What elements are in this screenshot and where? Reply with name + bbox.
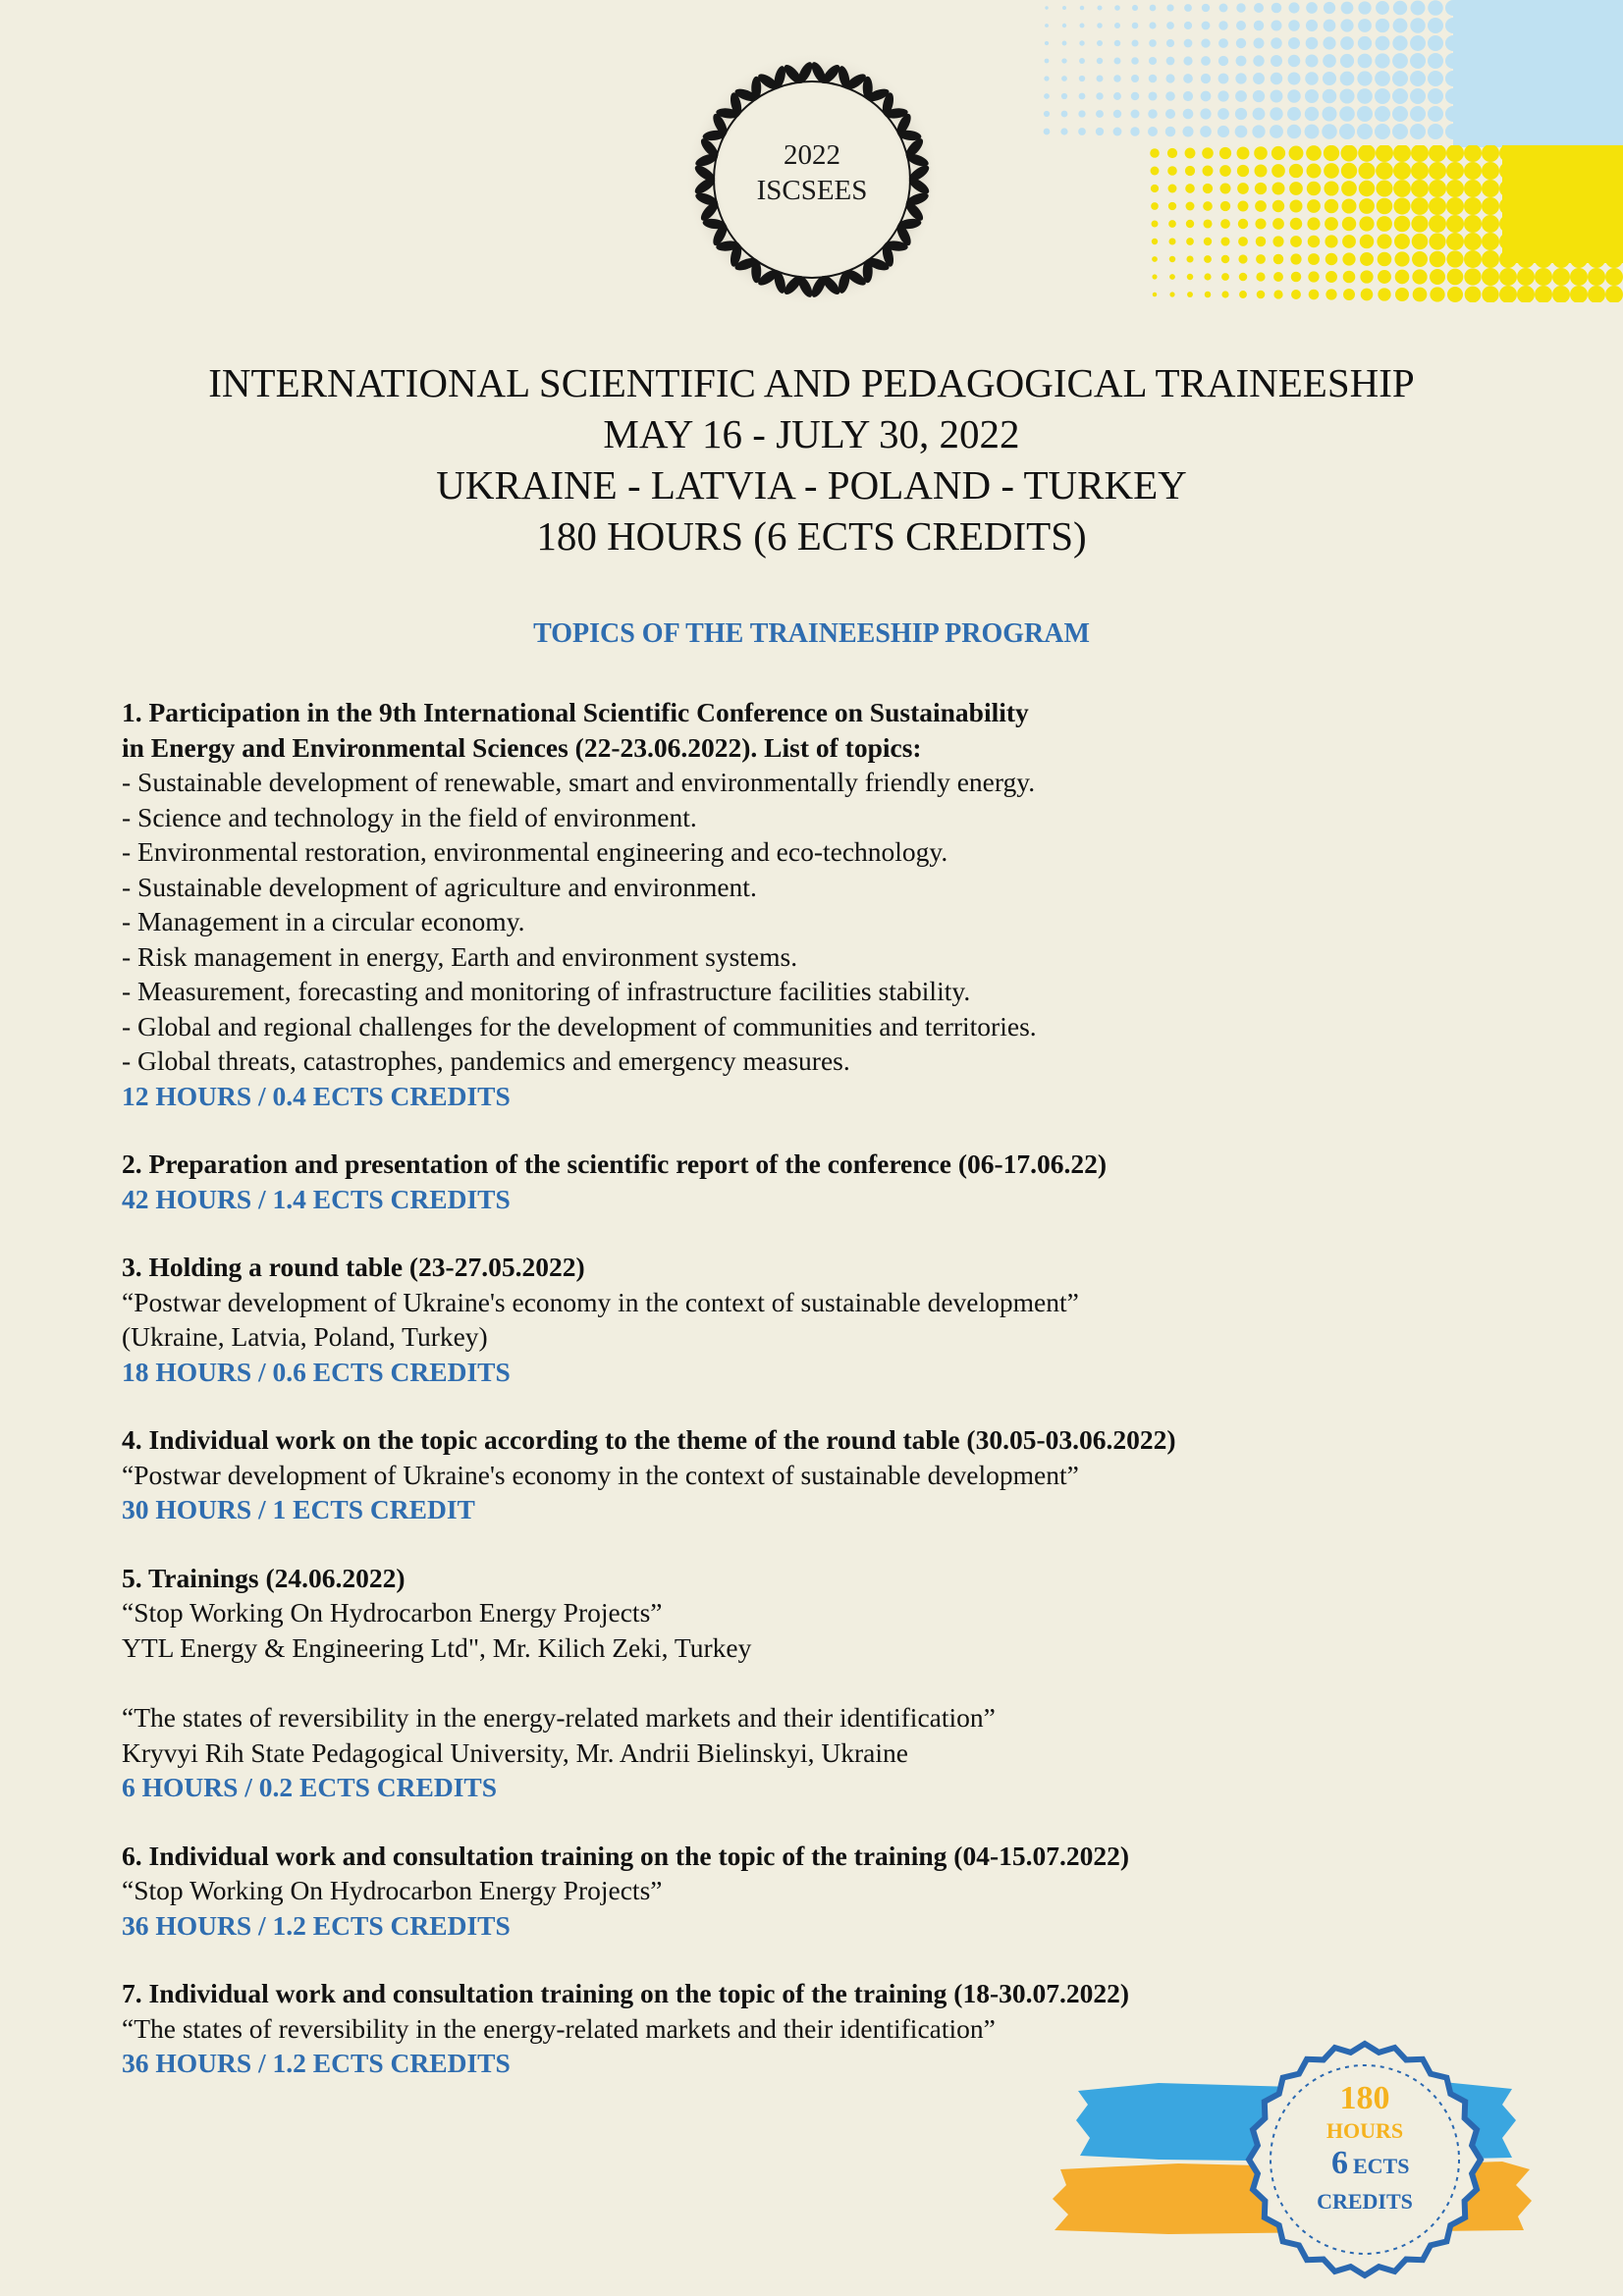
section-text: YTL Energy & Engineering Ltd", Mr. Kilich Zeki, Turkey <box>122 1631 752 1663</box>
section-text: - Sustainable development of renewable, smart and environmentally friendly energy. <box>122 767 1036 797</box>
logo-name: ISCSEES <box>756 175 868 206</box>
section-credits: 36 HOURS / 1.2 ECTS CREDITS <box>122 1909 511 1941</box>
program-section-5 <box>122 1561 1418 1805</box>
page-header <box>0 357 1623 561</box>
logo-year: 2022 <box>784 139 840 171</box>
section-text: “Stop Working On Hydrocarbon Energy Projects” <box>122 1875 663 1905</box>
badge-ects-number: 6 <box>1331 2145 1348 2181</box>
credits-badge <box>1041 2022 1551 2296</box>
section-credits: 36 HOURS / 1.2 ECTS CREDITS <box>122 2048 511 2078</box>
section-credits: 6 HOURS / 0.2 ECTS CREDITS <box>122 1772 498 1802</box>
badge-credits-label: CREDITS <box>1317 2189 1413 2214</box>
section-text: - Management in a circular economy. <box>122 906 525 936</box>
section-text: (Ukraine, Latvia, Poland, Turkey) <box>122 1321 488 1352</box>
header-dates: MAY 16 - JULY 30, 2022 <box>603 411 1020 456</box>
header-countries: UKRAINE - LATVIA - POLAND - TURKEY <box>436 462 1187 507</box>
section-text: - Global threats, catastrophes, pandemics and emergency measures. <box>122 1045 850 1076</box>
header-title: INTERNATIONAL SCIENTIFIC AND PEDAGOGICAL TRAINEESHIP <box>208 360 1415 405</box>
section-title: 1. Participation in the 9th International Scientific Conference on Sustainability <box>122 697 1029 727</box>
section-title: 4. Individual work on the topic according to the theme of the round table (30.05-03.06.2022) <box>122 1424 1176 1455</box>
section-credits: 18 HOURS / 0.6 ECTS CREDITS <box>122 1356 511 1387</box>
section-text: “Postwar development of Ukraine's economy in the context of sustainable development” <box>122 1286 1079 1317</box>
section-text: “The states of reversibility in the energy-related markets and their identification” <box>122 1702 996 1733</box>
section-credits: 12 HOURS / 0.4 ECTS CREDITS <box>122 1080 511 1111</box>
program-section-2 <box>122 1147 1418 1216</box>
program-sections <box>122 695 1418 2114</box>
section-credits: 42 HOURS / 1.4 ECTS CREDITS <box>122 1183 511 1214</box>
section-text: Kryvyi Rih State Pedagogical University, Mr. Andrii Bielinskyi, Ukraine <box>122 1736 908 1768</box>
program-section-4 <box>122 1422 1418 1527</box>
header-hours: 180 HOURS (6 ECTS CREDITS) <box>536 513 1087 559</box>
section-title: 6. Individual work and consultation training on the topic of the training (04-15.07.2022) <box>122 1840 1130 1871</box>
program-section-6 <box>122 1839 1418 1944</box>
section-text: - Global and regional challenges for the development of communities and territories. <box>122 1010 1037 1041</box>
blue-dot-pattern <box>1041 0 1623 147</box>
yellow-dot-pattern <box>1149 145 1623 302</box>
section-text: - Measurement, forecasting and monitoring of infrastructure facilities stability. <box>122 976 971 1006</box>
section-title: 7. Individual work and consultation training on the topic of the training (18-30.07.2022) <box>122 1978 1130 2008</box>
section-text: “Postwar development of Ukraine's economy in the context of sustainable development” <box>122 1459 1079 1490</box>
badge-hours-label: HOURS <box>1325 2118 1404 2143</box>
section-text: - Science and technology in the field of environment. <box>122 801 697 832</box>
section-title: 2. Preparation and presentation of the scientific report of the conference (06-17.06.22) <box>122 1148 1108 1179</box>
section-text: - Risk management in energy, Earth and environment systems. <box>122 940 798 972</box>
badge-ects-label: ECTS <box>1353 2154 1410 2178</box>
topics-title: TOPICS OF THE TRAINEESHIP PROGRAM <box>533 618 1090 649</box>
section-credits: 30 HOURS / 1 ECTS CREDIT <box>122 1494 475 1524</box>
section-text: - Sustainable development of agriculture and environment. <box>122 871 757 902</box>
logo-text <box>679 137 945 208</box>
section-title: 5. Trainings (24.06.2022) <box>122 1562 406 1593</box>
program-section-1 <box>122 695 1418 1113</box>
section-text: “The states of reversibility in the energy-related markets and their identification” <box>122 2012 996 2044</box>
section-text: - Environmental restoration, environmental engineering and eco-technology. <box>122 836 948 867</box>
section-title: in Energy and Environmental Sciences (22-23.06.2022). List of topics: <box>122 731 922 763</box>
section-title: 3. Holding a round table (23-27.05.2022) <box>122 1252 585 1282</box>
section-text: “Stop Working On Hydrocarbon Energy Projects” <box>122 1597 663 1628</box>
program-section-3 <box>122 1250 1418 1389</box>
badge-hours-number: 180 <box>1339 2080 1390 2116</box>
